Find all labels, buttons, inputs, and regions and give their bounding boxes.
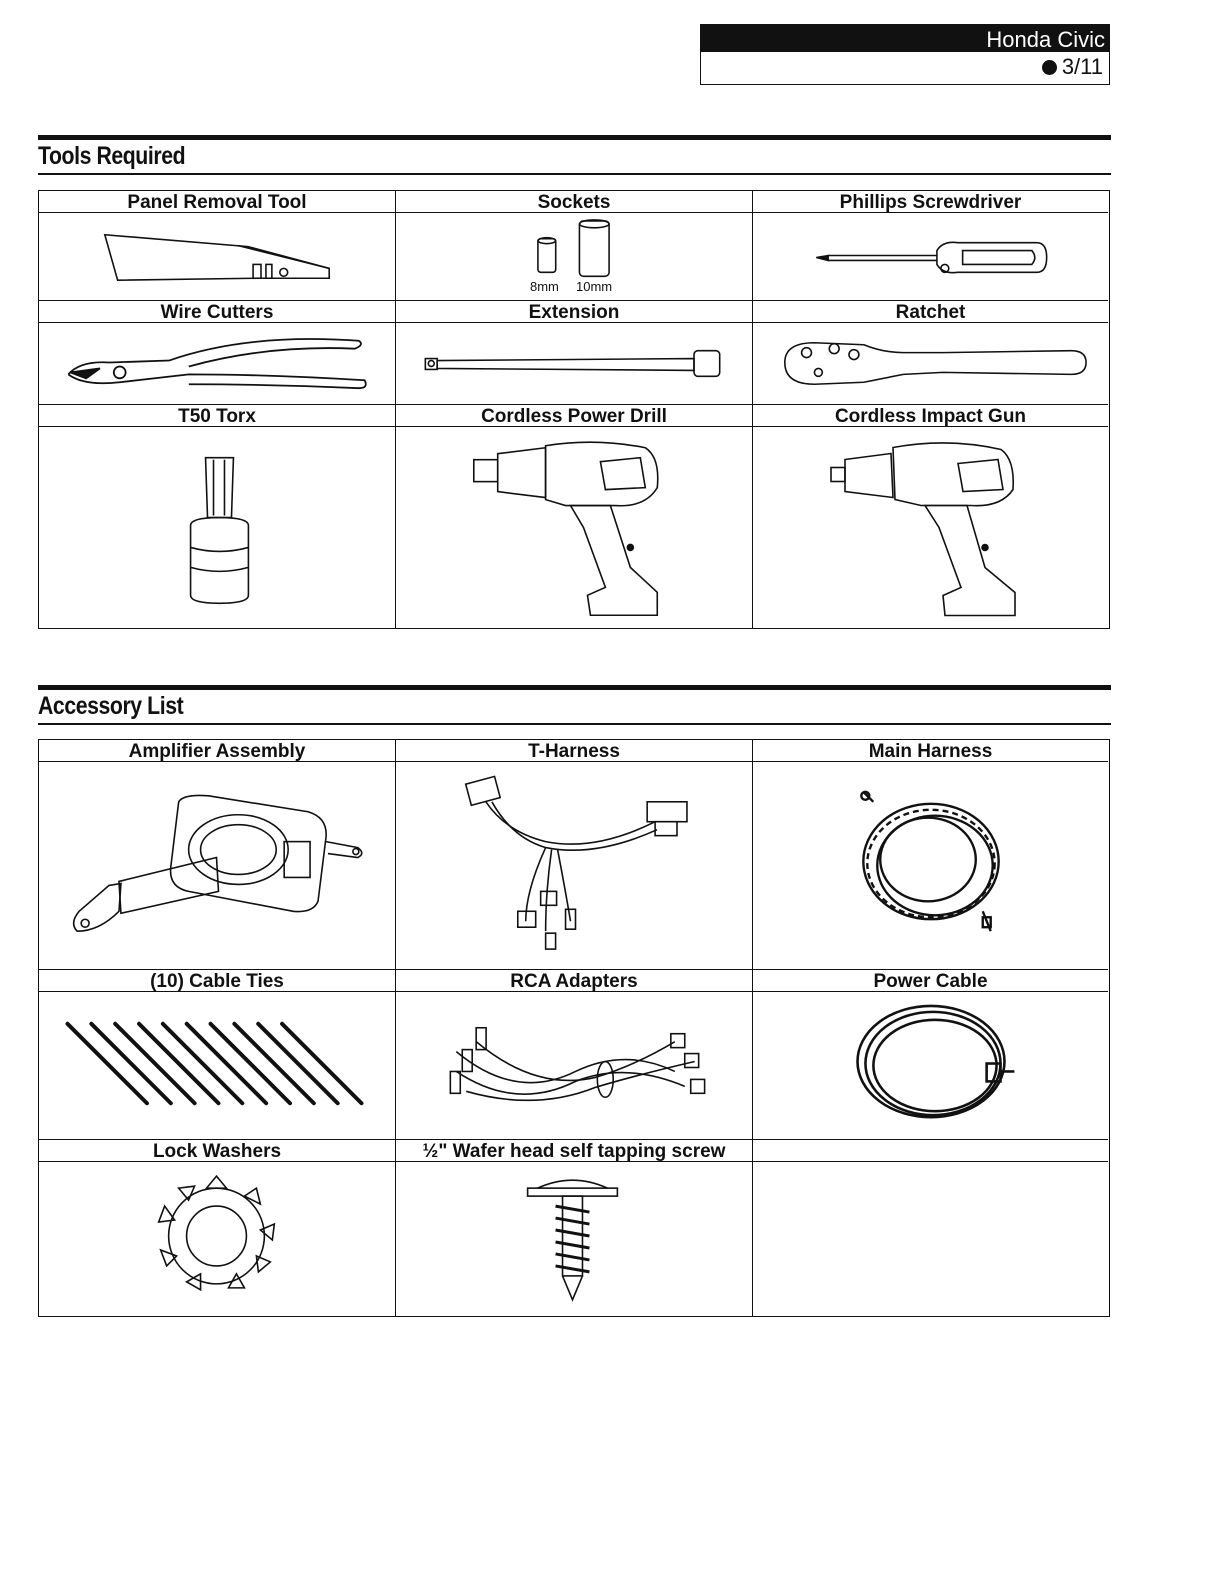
- tool-cell: [396, 191, 753, 301]
- tool-label: Cordless Power Drill: [396, 405, 752, 427]
- page-number-text: 3/11: [1061, 54, 1103, 79]
- wire-cutters-icon: [39, 323, 395, 404]
- accessory-label: Lock Washers: [39, 1140, 395, 1162]
- section-underline-tools: [38, 173, 1111, 175]
- section-title-tools: Tools Required: [38, 142, 186, 170]
- accessory-label: RCA Adapters: [396, 970, 752, 992]
- t-harness-icon: [396, 762, 752, 969]
- power-cable-icon: [753, 992, 1108, 1139]
- accessory-cell: [39, 740, 396, 970]
- accessory-label: T-Harness: [396, 740, 752, 762]
- tool-label: Panel Removal Tool: [39, 191, 395, 213]
- sockets-icon: [396, 213, 752, 300]
- tool-cell: [39, 301, 396, 405]
- section-rule-tools: [38, 135, 1111, 140]
- accessory-label: Main Harness: [753, 740, 1108, 762]
- tool-cell: [396, 301, 753, 405]
- rca-adapters-icon: [396, 992, 752, 1139]
- accessory-label: [753, 1140, 1108, 1162]
- accessory-label: Power Cable: [753, 970, 1108, 992]
- extension-icon: [396, 323, 752, 404]
- cordless-impact-gun-icon: [753, 427, 1108, 628]
- lock-washers-icon: [39, 1162, 395, 1316]
- tool-label: Cordless Impact Gun: [753, 405, 1108, 427]
- section-rule-accessories: [38, 685, 1111, 690]
- socket-size-8mm: 8mm: [530, 279, 559, 294]
- accessory-cell: [753, 740, 1108, 970]
- tool-label: Ratchet: [753, 301, 1108, 323]
- accessory-cell: [396, 740, 753, 970]
- document-header-badge: [700, 24, 1110, 85]
- wafer-head-screw-icon: [396, 1162, 752, 1316]
- tool-cell: [39, 405, 396, 628]
- accessory-cell: [39, 1140, 396, 1316]
- section-title-accessories: Accessory List: [38, 692, 184, 720]
- tool-label: Phillips Screwdriver: [753, 191, 1108, 213]
- accessory-cell: [396, 1140, 753, 1316]
- tools-grid: [38, 190, 1110, 629]
- panel-removal-tool-icon: [39, 213, 395, 300]
- ratchet-icon: [753, 323, 1108, 404]
- section-underline-accessories: [38, 723, 1111, 725]
- accessory-cell-empty: [753, 1140, 1108, 1316]
- phillips-screwdriver-icon: [753, 213, 1108, 300]
- tool-label: Extension: [396, 301, 752, 323]
- accessory-cell: [753, 970, 1108, 1140]
- tool-cell: [753, 405, 1108, 628]
- tool-cell: [753, 301, 1108, 405]
- t50-torx-icon: [39, 427, 395, 628]
- bullet-icon: [1042, 60, 1057, 75]
- cordless-power-drill-icon: [396, 427, 752, 628]
- tool-label: Wire Cutters: [39, 301, 395, 323]
- accessories-grid: [38, 739, 1110, 1317]
- accessory-label: ½" Wafer head self tapping screw: [396, 1140, 752, 1162]
- tool-label: Sockets: [396, 191, 752, 213]
- main-harness-icon: [753, 762, 1108, 969]
- accessory-cell: [39, 970, 396, 1140]
- vehicle-title: Honda Civic: [701, 25, 1109, 52]
- amplifier-assembly-icon: [39, 762, 395, 969]
- tool-label: T50 Torx: [39, 405, 395, 427]
- page-number: [701, 52, 1109, 82]
- tool-cell: [753, 191, 1108, 301]
- tool-cell: [39, 191, 396, 301]
- cable-ties-icon: [39, 992, 395, 1139]
- accessory-label: Amplifier Assembly: [39, 740, 395, 762]
- tool-cell: [396, 405, 753, 628]
- socket-size-10mm: 10mm: [576, 279, 613, 294]
- accessory-cell: [396, 970, 753, 1140]
- accessory-label: (10) Cable Ties: [39, 970, 395, 992]
